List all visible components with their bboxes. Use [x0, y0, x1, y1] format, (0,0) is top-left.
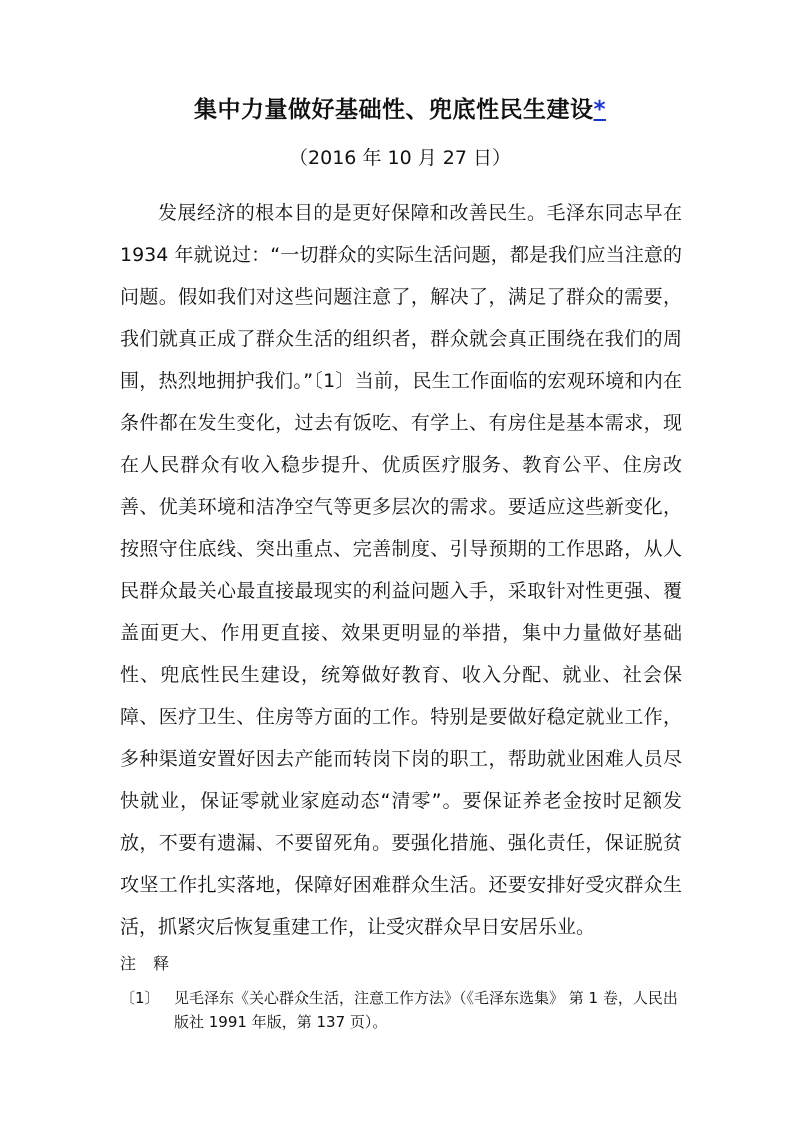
footnote-item	[120, 986, 680, 1034]
title-text: 集中力量做好基础性、兜底性民生建设	[193, 97, 594, 123]
document-date: （2016 年 10 月 27 日）	[289, 147, 511, 169]
title-footnote-link[interactable]: *	[593, 97, 607, 123]
footnote-text: 见毛泽东《关心群众生活，注意工作方法》（《毛泽东选集》 第 1 卷，人民出版社 1991 年版，第 137 页）。	[174, 989, 678, 1031]
footnote-number: 〔1〕	[120, 989, 160, 1007]
body-paragraph: 发展经济的根本目的是更好保障和改善民生。毛泽东同志早在 1934 年就说过：“一切群众的实际生活问题，都是我们应当注意的问题。假如我们对这些问题注意了，解决了，满足了群众的需要，我们就真正成了群众生活的组织者，群众就会真正围绕在我们的周围，热烈地拥护我们。”〔1〕当前，民生工作面临的宏观环境和内在条件都在发生变化，过去有饭吃、有学上、有房住是基本需求，现在人民群众有收入稳步提升、优质医疗服务、教育公平、住房改善、优美环境和洁净空气等更多层次的需求。要适应这些新变化，按照守住底线、突出重点、完善制度、引导预期的工作思路，从人民群众最关心最直接最现实的利益问题入手，采取针对性更强、覆盖面更大、作用更直接、效果更明显的举措，集中力量做好基础性、兜底性民生建设，统筹做好教育、收入分配、就业、社会保障、医疗卫生、住房等方面的工作。特别是要做好稳定就业工作，多种渠道安置好因去产能而转岗下岗的职工，帮助就业困难人员尽快就业，保证零就业家庭动态“清零”。要保证养老金按时足额发放，不要有遗漏、不要留死角。要强化措施、强化责任，保证脱贫攻坚工作扎实落地，保障好困难群众生活。还要安排好受灾群众生活，抓紧灾后恢复重建工作，让受灾群众早日安居乐业。	[120, 202, 682, 938]
notes-heading: 注 释	[120, 954, 176, 973]
page-title	[0, 94, 800, 126]
